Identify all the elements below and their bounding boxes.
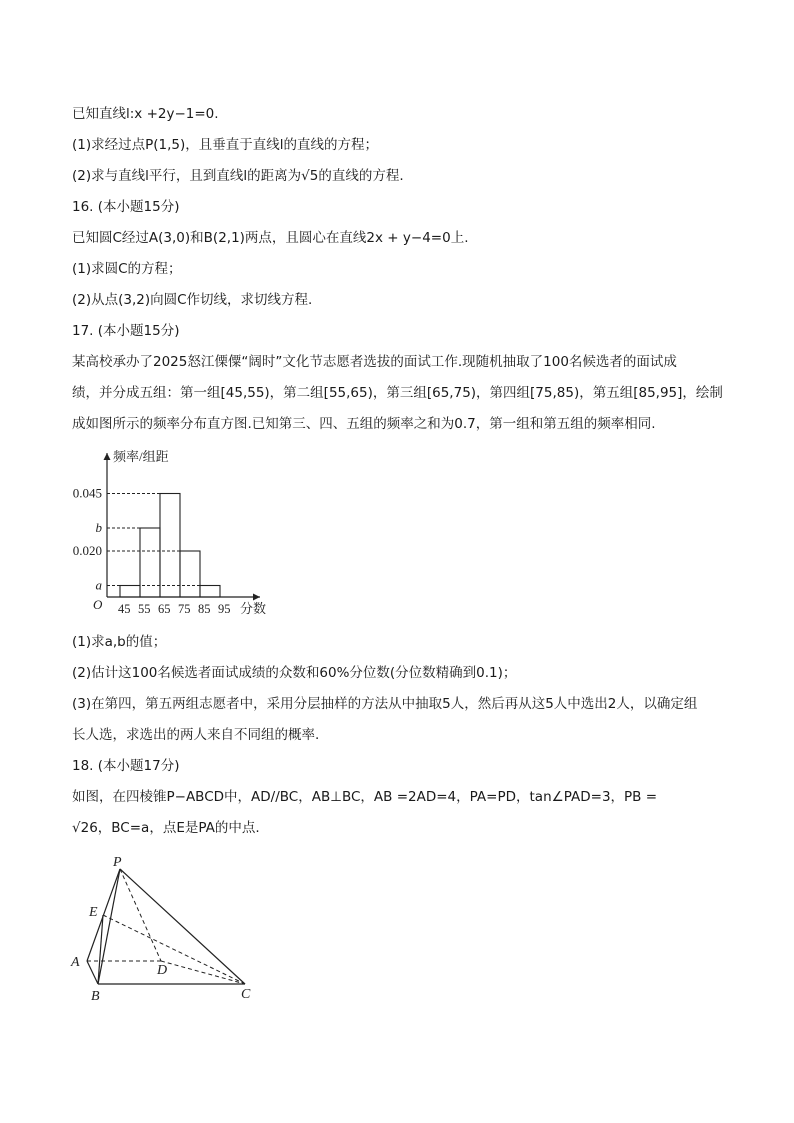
- x-tick-label: 45: [118, 602, 131, 616]
- edge-PB: [98, 869, 120, 984]
- problem-16-stem: 已知圆C经过A(3,0)和B(2,1)两点，且圆心在直线2x + y−4=0上.: [72, 230, 469, 246]
- problem-17-part-2: (2)估计这100名候选者面试成绩的众数和60%分位数(分位数精确到0.1)；: [72, 665, 517, 681]
- y-tick-label: a: [95, 577, 102, 593]
- x-tick-label: 65: [158, 602, 171, 616]
- label-E: E: [89, 905, 98, 920]
- pyramid-figure: [65, 850, 265, 1010]
- y-tick-label: 0.020: [72, 543, 102, 558]
- y-axis-label: 频率/组距: [113, 449, 169, 464]
- x-tick-label: 95: [218, 602, 231, 616]
- y-tick-label: b: [95, 520, 102, 535]
- origin-label: O: [93, 597, 103, 612]
- y-tick-label: 0.045: [72, 485, 102, 501]
- problem-15-stem: 已知直线l:x +2y−1=0.: [72, 106, 219, 122]
- x-axis-label: 分数: [240, 601, 267, 616]
- label-P: P: [113, 855, 122, 870]
- problem-16-part-2: (2)从点(3,2)向圆C作切线，求切线方程.: [72, 292, 313, 308]
- label-A: A: [71, 955, 80, 970]
- histogram-bar: [140, 528, 160, 597]
- problem-17-stem-line-1: 某高校承办了2025怒江傈僳“阔时”文化节志愿者选拔的面试工作.现随机抽取了100名候选者的面试成: [72, 354, 677, 370]
- histogram-bar: [200, 586, 220, 598]
- problem-17-stem-line-2: 绩，并分成五组：第一组[45,55)，第二组[55,65)，第三组[65,75)，第四组[75,85)，第五组[85,95]，绘制: [72, 385, 723, 401]
- problem-16-heading: 16. (本小题15分): [72, 199, 180, 215]
- histogram-bar: [160, 494, 180, 598]
- x-tick-label: 85: [198, 602, 211, 616]
- histogram-bar: [120, 586, 140, 598]
- frequency-histogram: [65, 445, 295, 625]
- problem-15-part-1: (1)求经过点P(1,5)，且垂直于直线l的直线的方程；: [72, 137, 379, 153]
- label-B: B: [91, 989, 100, 1004]
- problem-15-part-2: (2)求与直线l平行，且到直线l的距离为√5的直线的方程.: [72, 168, 404, 184]
- problem-17-stem-line-3: 成如图所示的频率分布直方图.已知第三、四、五组的频率之和为0.7，第一组和第五组的频率相同.: [72, 416, 656, 432]
- x-tick-label: 75: [178, 602, 191, 616]
- label-D: D: [157, 963, 168, 978]
- histogram-bar: [180, 551, 200, 597]
- problem-17-heading: 17. (本小题15分): [72, 323, 180, 339]
- edge-EC: [103, 915, 245, 984]
- label-C: C: [241, 987, 251, 1002]
- edge-AB: [87, 961, 98, 984]
- problem-16-part-1: (1)求圆C的方程；: [72, 261, 182, 277]
- problem-18-heading: 18. (本小题17分): [72, 758, 180, 774]
- edge-PD: [120, 869, 161, 961]
- problem-17-part-1: (1)求a,b的值；: [72, 634, 167, 650]
- problem-17-part-3-line-2: 长人选，求选出的两人来自不同组的概率.: [72, 727, 320, 743]
- problem-17-part-3-line-1: (3)在第四，第五两组志愿者中，采用分层抽样的方法从中抽取5人，然后再从这5人中选出2人，以确定组: [72, 696, 698, 712]
- problem-18-stem-line-2: √26，BC=a，点E是PA的中点.: [72, 820, 260, 836]
- x-tick-label: 55: [138, 602, 151, 616]
- problem-18-stem-line-1: 如图，在四棱锥P−ABCD中，AD//BC，AB⊥BC，AB =2AD=4，PA=PD，tan∠PAD=3，PB =: [72, 789, 658, 805]
